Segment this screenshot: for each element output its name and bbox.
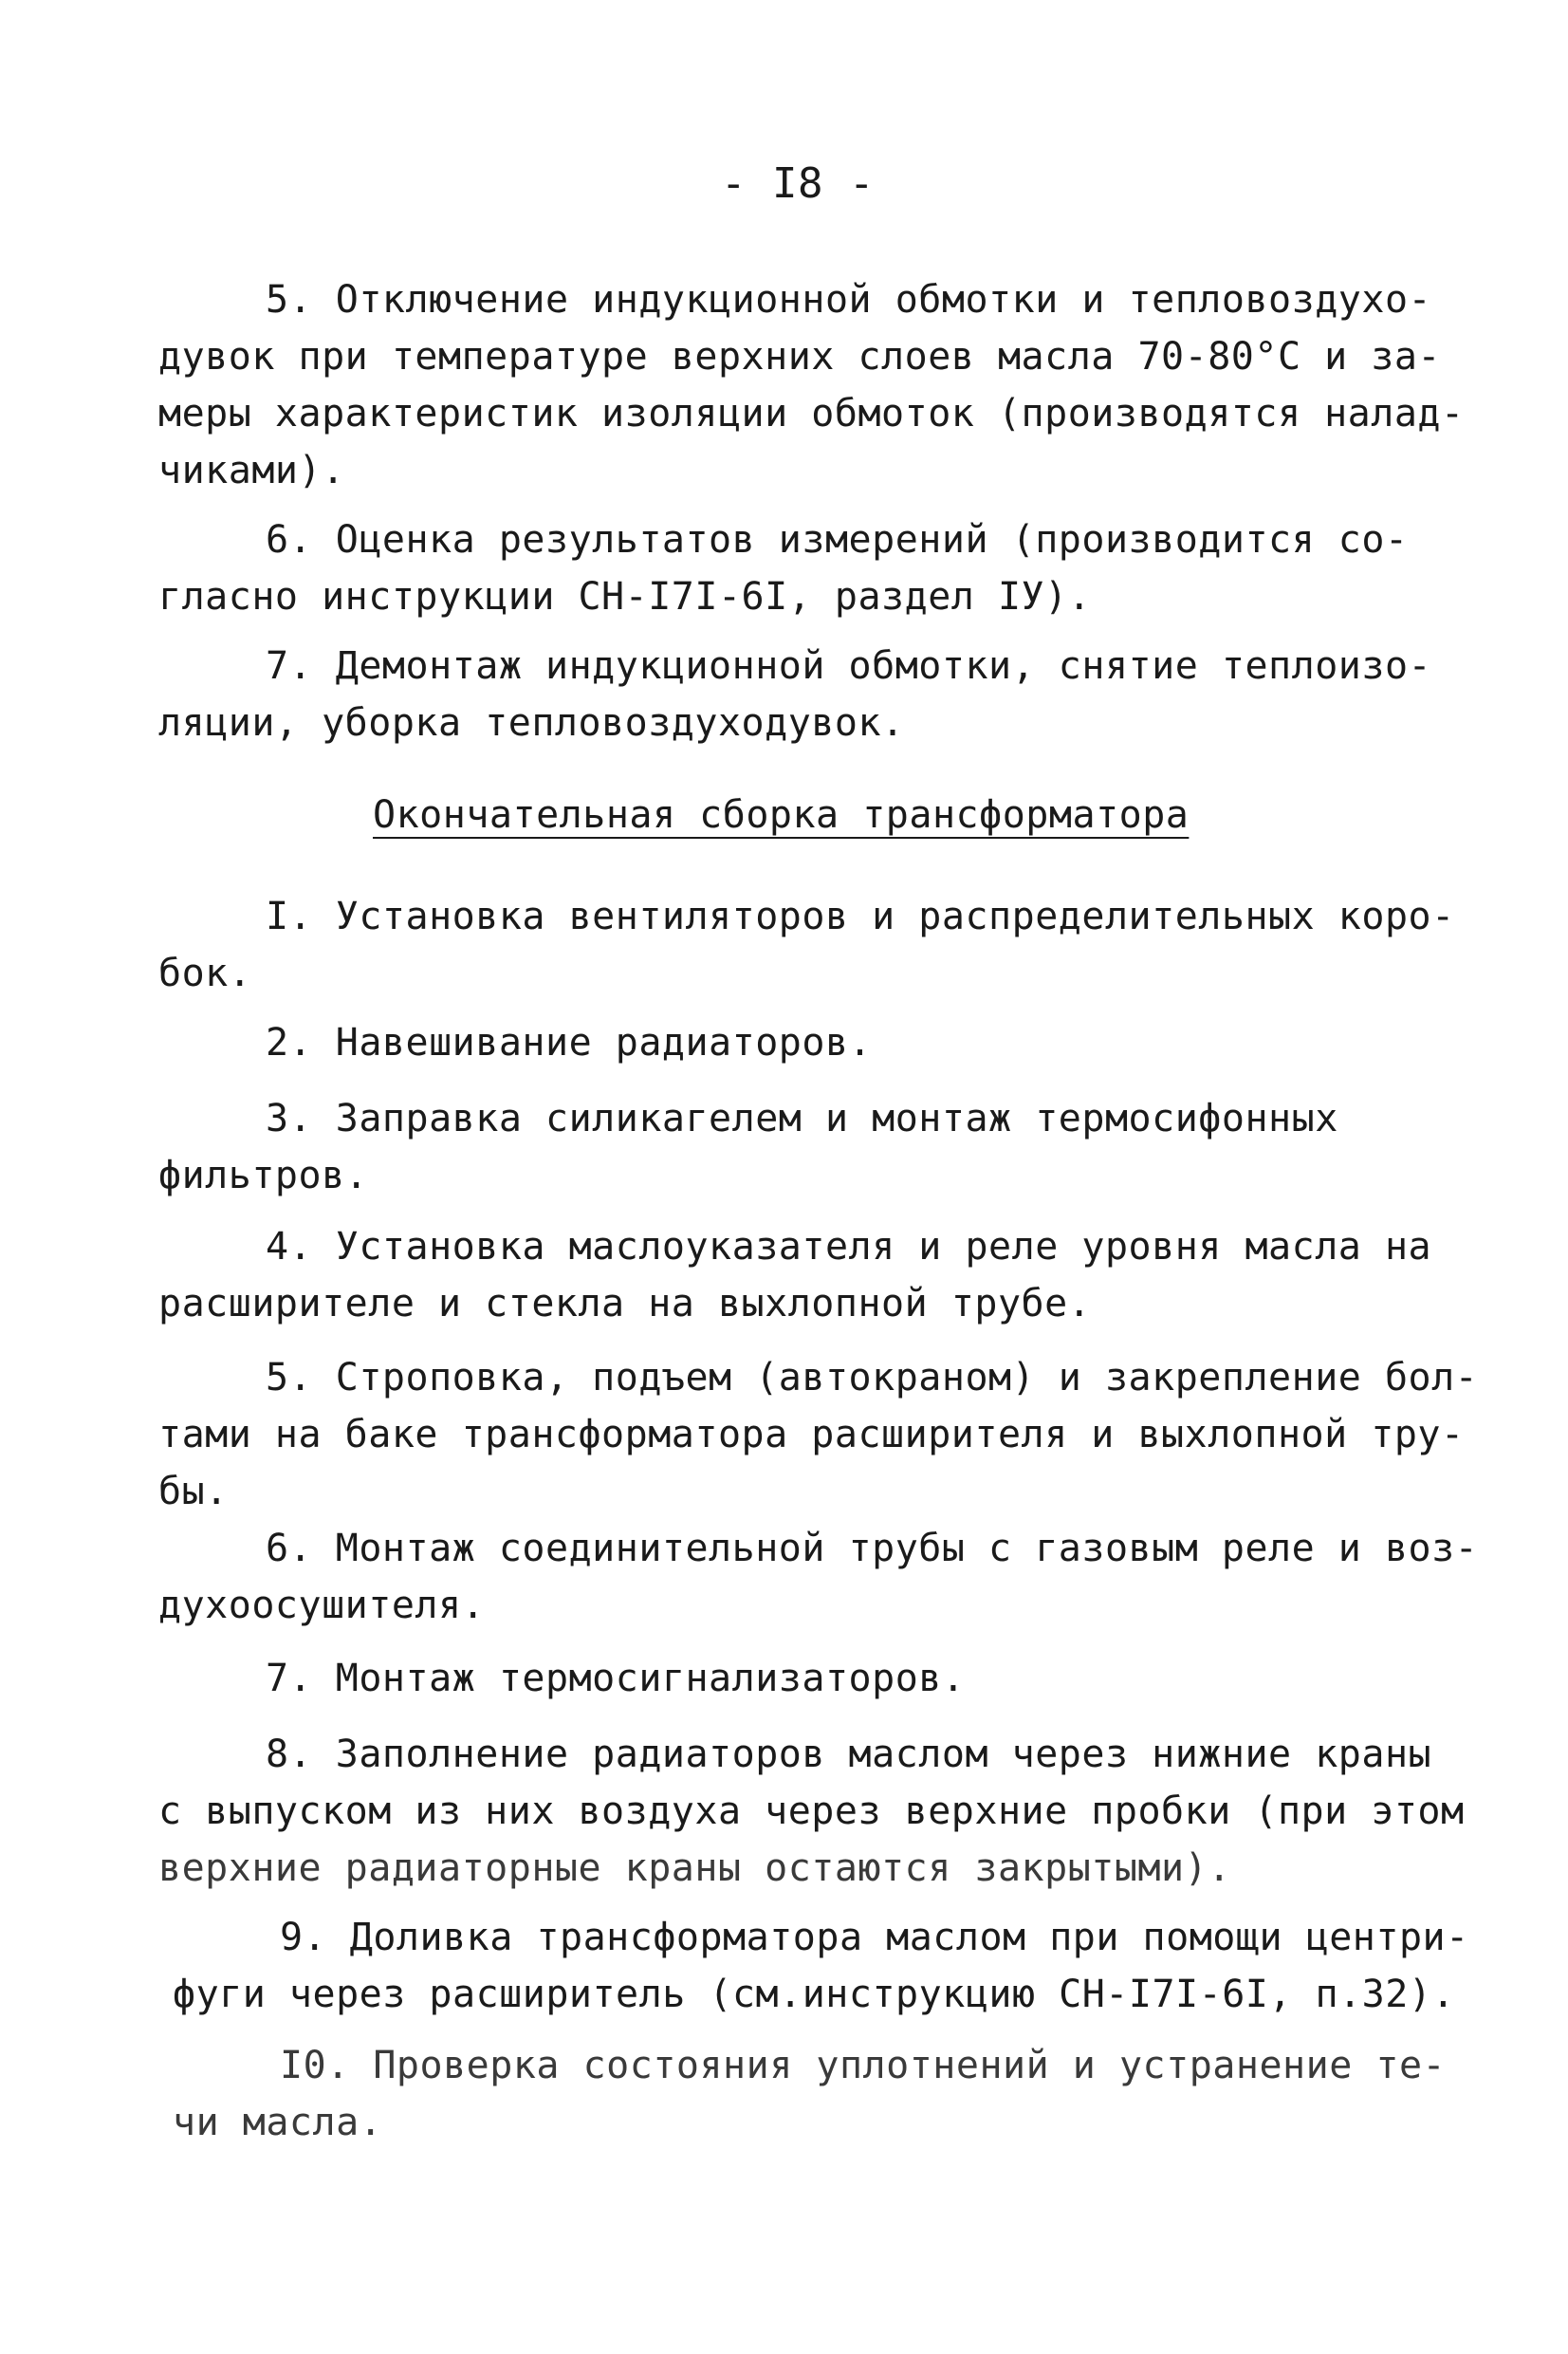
text-line: I0. Проверка состояния уплотнений и устранение те- [280,2044,1447,2087]
text-line: 4. Установка маслоуказателя и реле уровня масла на [266,1225,1432,1269]
text-line: чи масла. [173,2101,383,2144]
text-line: расширителе и стекла на выхлопной трубе. [158,1282,1092,1325]
text-line: ляции, уборка тепловоздуходувок. [158,701,905,745]
text-line: гласно инструкции СН-I7I-6I, раздел IУ). [158,575,1092,619]
text-line: 8. Заполнение радиаторов маслом через нижние краны [266,1733,1432,1776]
text-line: 9. Доливка трансформатора маслом при помощи центри- [280,1916,1469,1959]
text-line: чиками). [158,449,345,492]
text-line: 7. Монтаж термосигнализаторов. [266,1657,966,1700]
text-line: 5. Строповка, подъем (автокраном) и закрепление бол- [266,1356,1479,1399]
text-line: 6. Монтаж соединительной трубы с газовым реле и воз- [266,1527,1479,1570]
text-line: духоосушителя. [158,1584,486,1627]
text-line: 5. Отключение индукционной обмотки и тепловоздухо- [266,278,1432,322]
text-line: 6. Оценка результатов измерений (производится со- [266,518,1409,562]
text-line: I. Установка вентиляторов и распределительных коро- [266,895,1455,938]
text-line: дувок при температуре верхних слоев масла 70-80°C и за- [158,335,1442,379]
text-line: 3. Заправка силикагелем и монтаж термосифонных [266,1097,1338,1140]
text-line: бок. [158,952,252,995]
text-line: фильтров. [158,1154,369,1197]
section-heading: Окончательная сборка трансформатора [373,793,1190,837]
text-line: верхние радиаторные краны остаются закрытыми). [158,1846,1231,1890]
text-line: 2. Навешивание радиаторов. [266,1021,873,1065]
text-line: бы. [158,1470,229,1513]
page-number: - I8 - [721,159,875,208]
text-line: с выпуском из них воздуха через верхние пробки (при этом [158,1789,1465,1833]
text-line: меры характеристик изоляции обмоток (производятся налад- [158,392,1465,436]
text-line: тами на баке трансформатора расширителя и выхлопной тру- [158,1413,1465,1456]
text-line: 7. Демонтаж индукционной обмотки, снятие теплоизо- [266,644,1432,688]
text-line: фуги через расширитель (см.инструкцию СН-I7I-6I, п.32). [173,1973,1456,2016]
